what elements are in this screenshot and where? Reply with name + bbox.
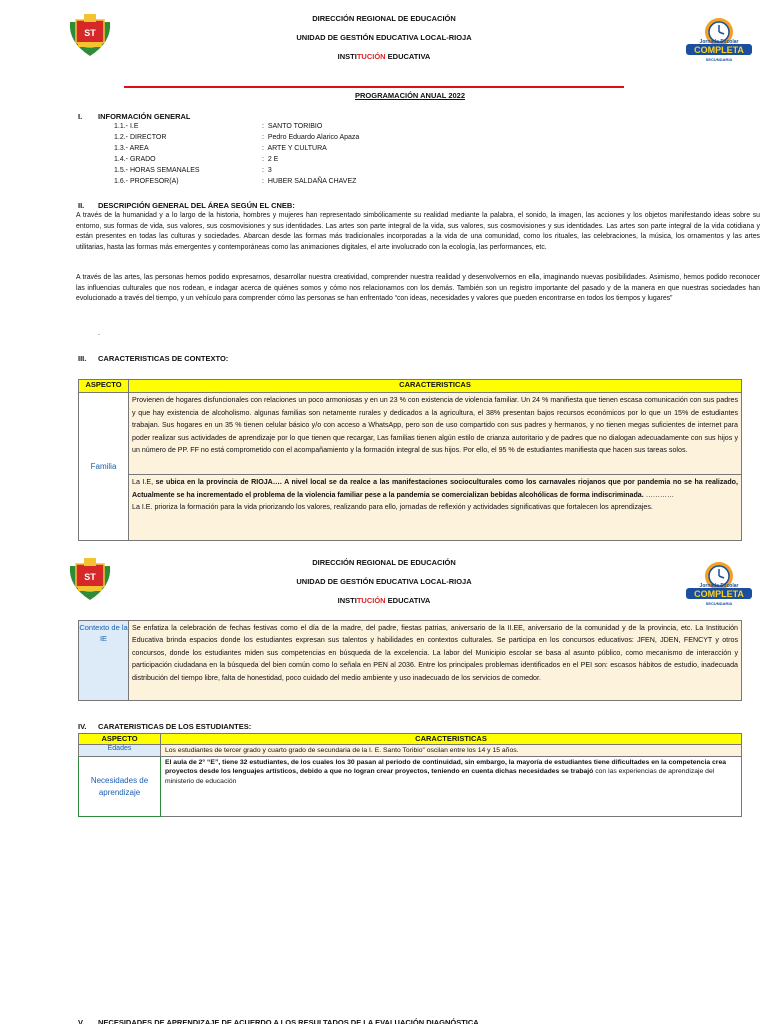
edades-text: Los estudiantes de tercer grado y cuarto grado de secundaria de la I. E. Santo Toribio” oscilan entre los 14 y 15 años.: [161, 745, 742, 757]
context-table: [78, 379, 742, 541]
section-2-heading: DESCRIPCIÓN GENERAL DEL ÁREA SEGÚN EL CNEB:: [98, 201, 295, 210]
section-4-num: IV.: [78, 722, 87, 731]
svg-text:SECUNDARIA: SECUNDARIA: [705, 601, 733, 606]
info-label: 1.1.- I.E: [114, 123, 139, 130]
info-label: 1.4.- GRADO: [114, 156, 156, 163]
info-value: : HUBER SALDAÑA CHAVEZ: [262, 178, 357, 185]
svg-text:COMPLETA: COMPLETA: [694, 589, 744, 599]
header2-line-3: INSTITUCIÓN EDUCATIVA: [337, 596, 431, 605]
header-line-3: INSTITUCIÓN EDUCATIVA: [337, 52, 431, 61]
logo-right-sub: SECUNDARIA: [705, 57, 733, 62]
section-2-num: II.: [78, 201, 85, 210]
logo-right-main: COMPLETA: [694, 45, 744, 55]
necesidades-text: El aula de 2° “E”, tiene 32 estudiantes, de los cuales los 30 pasan al periodo de continuidad, sin embargo, la mayoría de estudiantes tiene dificultades en la competencia crea proyectos desde los lenguajes artísticos, debido a que no logran crear proyectos, teniendo en cuenta dichas necesidades se trabajó con las experiencias de aprendizaje del ministerio de educación: [161, 757, 742, 817]
header-divider: [124, 86, 624, 88]
header2-line-1: DIRECCIÓN REGIONAL DE EDUCACIÓN: [312, 558, 456, 567]
section-4-heading: CARATERISTICAS DE LOS ESTUDIANTES:: [98, 722, 252, 731]
familia-label: Familia: [79, 393, 129, 541]
section-5-heading: NECESIDADES DE APRENDIZAJE DE ACUERDO A LOS RESULTADOS DE LA EVALUACIÓN DIAGNÓSTICA: [98, 1018, 479, 1024]
table-row: [79, 393, 742, 475]
section-5-num: V.: [78, 1018, 85, 1024]
info-value: : ARTE Y CULTURA: [262, 145, 327, 152]
col-aspecto-header: ASPECTO: [79, 380, 129, 393]
col-aspecto-header-2: ASPECTO: [79, 734, 161, 745]
section-1-num: I.: [78, 112, 83, 121]
info-label: 1.5.- HORAS SEMANALES: [114, 167, 200, 174]
familia-text: Provienen de hogares disfuncionales con relaciones un poco armoniosas y en un 23 % con existencia de violencia familiar. Un 24 % manifiesta que tienen escasa comunicación con sus padres y que hay existencia de alcoholismo. algunas familias son netamente rurales y dedicados a la agricultura, el 38% presentan bajos recursos económicos por lo que un 15% de estudiantes trabajan. Sus hogares en un 35 % tienen celular básico y/o con acceso a WhatsApp, pero son de uso compartido con sus padres y hermanos, y no tienen megas suficientes de internet para poder realizar sus actividades de aprendizaje por lo que tienen que recargar, Las familias tienen algún estilo de crianza autoritario y de padres que no dialogan adecuadamente con sus hijos y un número de PP. FF no está comprometido con el acompañamiento y la formación integral de sus hijos. Por ello, el 95 % de estudiantes manifiesta que hacen sus tareas solos.: [129, 393, 742, 475]
info-value: : 2 E: [262, 156, 279, 163]
info-value: : 3: [262, 167, 272, 174]
header-line-1: DIRECCIÓN REGIONAL DE EDUCACIÓN: [312, 14, 456, 23]
info-label: 1.3.- AREA: [114, 145, 149, 152]
contexto-ie-label: Contexto de la IE: [79, 621, 129, 701]
info-value: : SANTO TORIBIO: [262, 123, 323, 130]
area-description-paragraph-1: A través de la humanidad y a lo largo de la historia, hombres y mujeres han representado simbólicamente su realidad mediante la palabra, el sonido, la imagen, las acciones y los objetos manifestando ideas sobre su entorno, sus formas de vida, sus valores, sus cosmovisiones y sus identidades. Las artes son parte integral de la vida, sus valores, sus cosmovisiones y sus identidades. Las artes son parte integral de la vida cotidiana y están presentes en todas las culturas y sociedades. Abarcan desde las formas más tradicionales incorporadas a la vida de una comunidad, como los rituales, las celebraciones, la música, los ornamentos y las artes utilitarias, hasta las formas más emergentes y contemporáneas como las animaciones digitales, el arte involucrado con la ecología, las performances, etc.: [76, 212, 760, 251]
necesidades-label: Necesidades de aprendizaje: [79, 757, 161, 817]
col-caracteristicas-header: CARACTERISTICAS: [129, 380, 742, 393]
svg-text:Jornada Escolar: Jornada Escolar: [699, 583, 739, 589]
document-title: PROGRAMACIÓN ANUAL 2022: [354, 91, 466, 100]
info-value: : Pedro Eduardo Alarico Apaza: [262, 134, 360, 141]
section-3-heading: CARACTERISTICAS DE CONTEXTO:: [98, 354, 229, 363]
header-line-2: UNIDAD DE GESTIÓN EDUCATIVA LOCAL-RIOJA: [296, 33, 472, 42]
table-row: [79, 621, 742, 701]
table-row: [79, 745, 742, 757]
svg-text:ST: ST: [84, 572, 96, 582]
stray-dot: .: [98, 330, 100, 337]
students-table: [78, 733, 742, 817]
ie-context-table: [78, 620, 742, 701]
col-caracteristicas-header-2: CARACTERISTICAS: [161, 734, 742, 745]
section-1-heading: INFORMACIÓN GENERAL: [98, 112, 191, 121]
table-row: [79, 475, 742, 541]
logo-right-top: Jornada Escolar: [699, 39, 739, 45]
logo-left-text: ST: [84, 28, 96, 38]
contexto-ie-text: Se enfatiza la celebración de fechas festivas como el día de la madre, del padre, fiestas patrias, aniversario de la II.EE, aniversario de la comunidad y de la provincia, etc. La Institución Educativa brinda espacios donde los estudiantes expresan sus talentos y habilidades en contextos culturales. Se participa en los concursos educativos: JFEN, JDEN, FENCYT y otros concursos, donde los estudiantes miden sus competencias en búsqueda de la excelencia. La labor del Municipio escolar se basa al asunto público, como mecanismo de interacción y participación ciudadana en la búsqueda del bien común como lo señala en PEN al 2036. Entre los principales problemas identificados en el PEI son: escasos hábitos de estudio, inadecuada distribución del tiempo libre, falta de honestidad, poco cuidado del medio ambiente y uso inadecuado de los servicios de comedor.: [129, 621, 742, 701]
section-3-num: III.: [78, 354, 87, 363]
ie-context-text: La I.E, se ubica en la provincia de RIOJA…. A nivel local se da realce a las manifestaciones socioculturales como los carnavales riojanos que por pandemia no se ha realizado, Actualmente se ha incrementado el problema de la violencia familiar pese a la pandemia se comercializan bebidas alcohólicas de forma indiscriminada. ………… La I.E. prioriza la formación para la vida priorizando los valores, realizando para ello, jornadas de reflexión y actividades significativas que fortalecen los aprendizajes.: [129, 475, 742, 541]
info-label: 1.2.- DIRECTOR: [114, 134, 167, 141]
header2-line-2: UNIDAD DE GESTIÓN EDUCATIVA LOCAL-RIOJA: [296, 577, 472, 586]
area-description-paragraph-2: A través de las artes, las personas hemos podido expresarnos, desarrollar nuestra creatividad, comprender nuestra realidad y desenvolvernos en ella, imaginando nuevas posibilidades. Asimismo, hemos podido reconocer las influencias culturales que nos rodean, e indagar acerca de quiénes somos y cómo nos relacionamos con los demás. También son un registro importante del pasado y de la manera en que nuestras sociedades han evolucionado a través del tiempo, y un vehículo para comprender cómo las personas se han enfrentado “con ideas, necesidades y valores que pueden encontrarse en todos los tiempos y lugares”: [76, 274, 760, 303]
table-row: [79, 757, 742, 817]
edades-label: Edades: [79, 745, 161, 757]
info-label: 1.6.- PROFESOR(A): [114, 178, 179, 185]
